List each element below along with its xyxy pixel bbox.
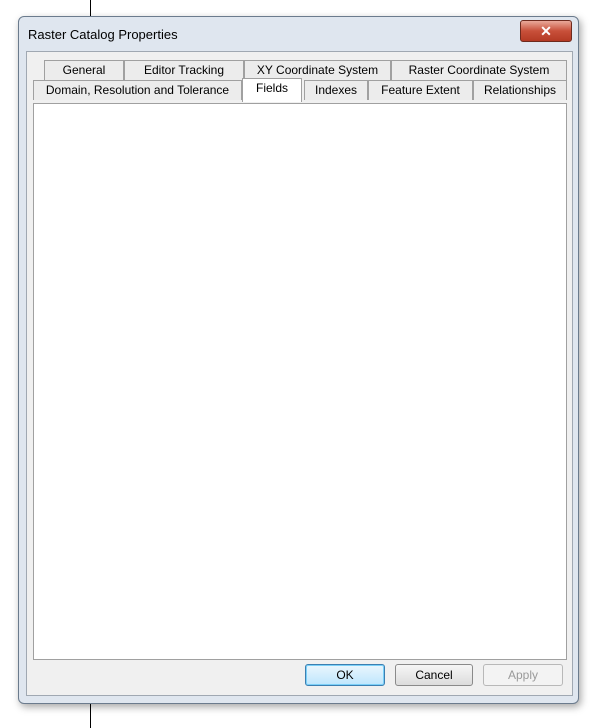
tab-general[interactable]: General: [44, 60, 124, 80]
tab-domain-resolution-tolerance[interactable]: Domain, Resolution and Tolerance: [33, 80, 242, 100]
title-bar[interactable]: [19, 17, 578, 51]
tab-relationships[interactable]: Relationships: [473, 80, 567, 100]
tab-feature-extent[interactable]: Feature Extent: [368, 80, 473, 100]
tab-xy-coordinate-system[interactable]: XY Coordinate System: [244, 60, 391, 80]
ok-button[interactable]: OK: [305, 664, 385, 686]
raster-catalog-properties-dialog: [18, 16, 579, 704]
tab-indexes[interactable]: Indexes: [304, 80, 368, 100]
background-line-bottom: [90, 704, 91, 728]
close-button[interactable]: ✕: [520, 20, 572, 42]
tab-fields[interactable]: Fields: [242, 78, 302, 102]
window-title: Raster Catalog Properties: [28, 27, 178, 42]
cancel-button[interactable]: Cancel: [395, 664, 473, 686]
fields-tab-panel: [33, 103, 567, 660]
tab-raster-coordinate-system[interactable]: Raster Coordinate System: [391, 60, 567, 80]
dialog-client-area: [26, 51, 573, 696]
apply-button[interactable]: Apply: [483, 664, 563, 686]
tab-editor-tracking[interactable]: Editor Tracking: [124, 60, 244, 80]
